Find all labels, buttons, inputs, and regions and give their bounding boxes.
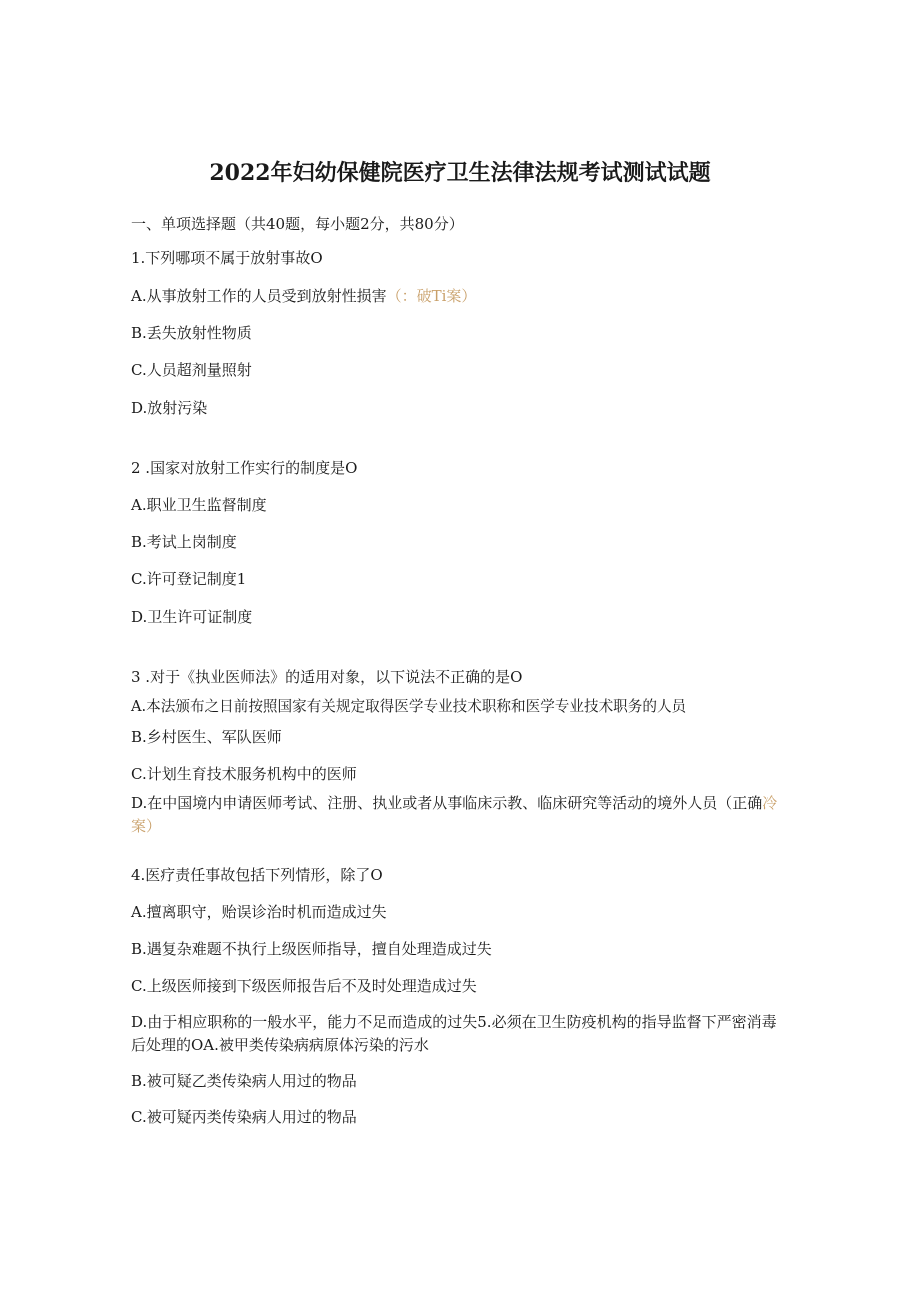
question-3-option-a: A.本法颁布之日前按照国家有关规定取得医学专业技术职称和医学专业技术职务的人员 [131,698,687,715]
question-3-option-d [131,792,791,838]
question-2-option-a: A.职业卫生监督制度 [131,496,267,514]
question-1-stem: 1.下列哪项不属于放射事故O [131,249,323,267]
option-text: A.从事放射工作的人员受到放射性损害 [131,287,387,305]
question-2-option-b: B.考试上岗制度 [131,533,237,551]
section-heading: 一、单项选择题（共40题，每小题2分，共80分） [131,215,464,233]
question-4-option-b: B.遇复杂难题不执行上级医师指导，擅自处理造成过失 [131,940,492,958]
document-title: 2022年妇幼保健院医疗卫生法律法规考试测试试题 [209,160,711,186]
question-1-option-c: C.人员超剂量照射 [131,361,252,379]
question-2-option-d: D.卫生许可证制度 [131,608,253,626]
answer-mark: 冷案） [131,794,778,835]
question-1-option-b: B.丢失放射性物质 [131,324,252,342]
question-4-option-d: D.由于相应职称的一般水平，能力不足而造成的过失5.必须在卫生防疫机构的指导监督下严密消毒后处理的OA.被甲类传染病病原体污染的污水 [131,1013,777,1054]
question-3-stem: 3 .对于《执业医师法》的适用对象，以下说法不正确的是O [131,668,523,686]
question-5-option-b: B.被可疑乙类传染病人用过的物品 [131,1072,357,1090]
question-5-option-c: C.被可疑丙类传染病人用过的物品 [131,1108,357,1126]
question-3-option-c: C.计划生育技术服务机构中的医师 [131,765,357,783]
question-2-stem: 2 .国家对放射工作实行的制度是O [131,459,358,477]
question-2-option-c: C.许可登记制度1 [131,570,247,588]
question-3-option-b: B.乡村医生、军队医师 [131,728,282,746]
question-1-option-d: D.放射污染 [131,399,208,417]
question-4-stem: 4.医疗责任事故包括下列情形，除了O [131,866,383,884]
question-4-option-a: A.擅离职守，贻误诊治时机而造成过失 [131,903,387,921]
option-text: D.在中国境内申请医师考试、注册、执业或者从事临床示教、临床研究等活动的境外人员（正确 [131,794,763,812]
question-4-option-c: C.上级医师接到下级医师报告后不及时处理造成过失 [131,977,477,995]
answer-mark: （：破Ti案） [386,287,477,305]
question-1-option-a [131,286,476,306]
